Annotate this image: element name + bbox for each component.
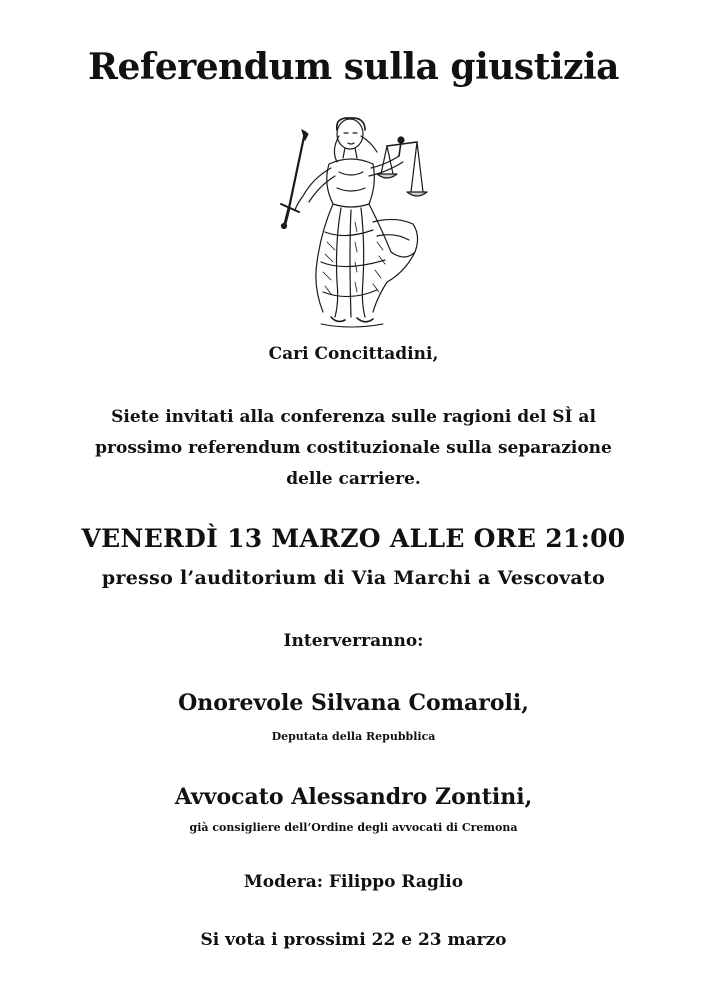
invitation-text (40, 402, 667, 495)
speaker-role-comaroli: Deputata della Repubblica (271, 730, 436, 743)
moderator-line: Modera: Filippo Raglio (243, 872, 464, 892)
vote-dates-note: Si vota i prossimi 22 e 23 marzo (200, 930, 507, 950)
speakers-heading: Interverranno: (283, 631, 424, 651)
lady-justice-icon (265, 112, 435, 332)
event-location: presso l’auditorium di Via Marchi a Vescovato (101, 567, 606, 589)
invitation-line-3: delle carriere. (286, 469, 421, 489)
event-date-time: VENERDÌ 13 MARZO ALLE ORE 21:00 (81, 524, 626, 553)
flyer-title: Referendum sulla giustizia (88, 46, 619, 88)
invitation-line-1: Siete invitati alla conferenza sulle ragioni del SÌ al (111, 407, 596, 427)
salutation: Cari Concittadini, (268, 344, 439, 364)
speaker-role-zontini: già consigliere dell’Ordine degli avvocati di Cremona (189, 821, 518, 834)
invitation-line-2: prossimo referendum costituzionale sulla separazione (95, 438, 612, 458)
speaker-name-comaroli: Onorevole Silvana Comaroli, (178, 690, 529, 716)
speaker-name-zontini: Avvocato Alessandro Zontini, (174, 784, 533, 810)
